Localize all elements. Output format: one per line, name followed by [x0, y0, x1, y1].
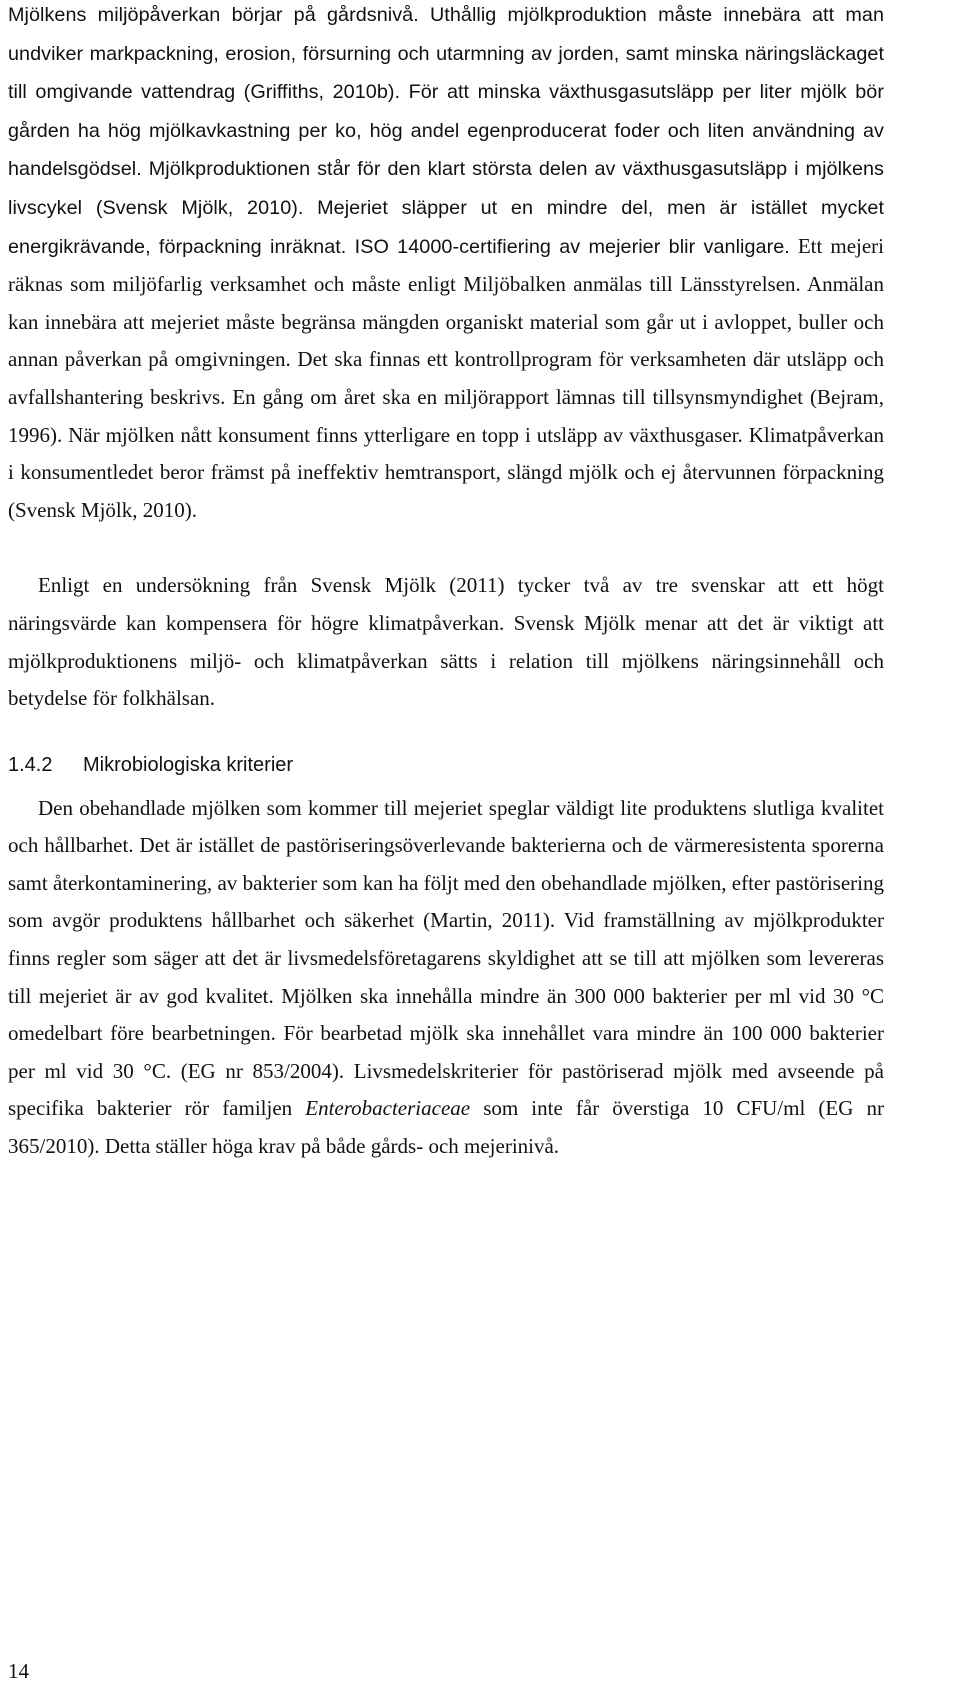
document-page [8, 0, 884, 1166]
page-number: 14 [8, 1659, 29, 1683]
paragraph-text-segment: Den obehandlade mjölken som kommer till mejeriet speglar väldigt lite produktens slutliga kvalitet och hållbarhet. Det är istället de pastöriseringsöverlevande bakterierna och de värmeresistenta sporerna samt återkontaminering, av bakterier som kan ha följt med den obehandlade mjölken, efter pastörisering som avgör produktens hållbarhet och säkerhet (Martin, 2011). Vid framställning av mjölkprodukter finns regler som säger att det är livsmedelsföretagarens skyldighet att se till att mjölken som levereras till mejeriet är av god kvalitet. Mjölken ska innehålla mindre än 300 000 bakterier per ml vid 30 °C omedelbart före bearbetningen. För bearbetad mjölk ska innehållet vara mindre än 100 000 bakterier per ml vid 30 °C. (EG nr 853/2004). Livsmedelskriterier för pastöriserad mjölk med avseende på specifika bakterier rör familjen [8, 795, 884, 1121]
section-number: 1.4.2 [8, 753, 53, 776]
paragraph-sans-segment: Mjölkens miljöpåverkan börjar på gårdsnivå. Uthållig mjölkproduktion måste innebära att man undviker markpackning, erosion, försurning och utarmning av jorden, samt minska näringsläckaget till omgivande vattendrag (Griffiths, 2010b). För att minska växthusgasutsläpp per liter mjölk bör gården ha hög mjölkavkastning per ko, hög andel egenproducerat foder och liten användning av handelsgödsel. Mjölkproduktionen står för den klart största delen av växthusgasutsläpp i mjölkens livscykel (Svensk Mjölk, 2010). Mejeriet släpper ut en mindre del, men är istället mycket energikrävande, förpackning inräknat. ISO 14000-certifiering av mejerier blir vanligare. [8, 4, 884, 258]
paragraph-text-segment-end: som inte får överstiga 10 CFU/ml (EG nr 365/2010). Detta ställer höga krav på både gårds- och mejerinivå. [8, 1096, 884, 1159]
section-title: Mikrobiologiska kriterier [83, 753, 294, 776]
paragraph-microbiological-criteria [8, 790, 884, 1166]
paragraph-serif-segment: Ett mejeri räknas som miljöfarlig verksamhet och måste enligt Miljöbalken anmälas till Länsstyrelsen. Anmälan kan innebära att mejeriet måste begränsa mängden organiskt material som går ut i avloppet, buller och annan påverkan på omgivningen. Det ska finnas ett kontrollprogram för verksamheten där utsläpp och avfallshantering beskrivs. En gång om året ska en miljörapport lämnas till tillsynsmyndighet (Bejram, 1996). När mjölken nått konsument finns ytterligare en topp i utsläpp av växthusgaser. Klimatpåverkan i konsumentledet beror främst på ineffektiv hemtransport, slängd mjölk och ej återvunnen förpackning (Svensk Mjölk, 2010). [8, 233, 884, 522]
section-heading [8, 752, 884, 778]
paragraph-milk-environmental-impact [8, 0, 884, 529]
italic-bacteria-family: Enterobacteriaceae [305, 1096, 471, 1121]
paragraph-survey-nutrition: Enligt en undersökning från Svensk Mjölk (2011) tycker två av tre svenskar att ett högt näringsvärde kan kompensera för högre klimatpåverkan. Svensk Mjölk menar att det är viktigt att mjölkproduktionens miljö- och klimatpåverkan sätts i relation till mjölkens näringsinnehåll och betydelse för folkhälsan. [8, 573, 884, 711]
